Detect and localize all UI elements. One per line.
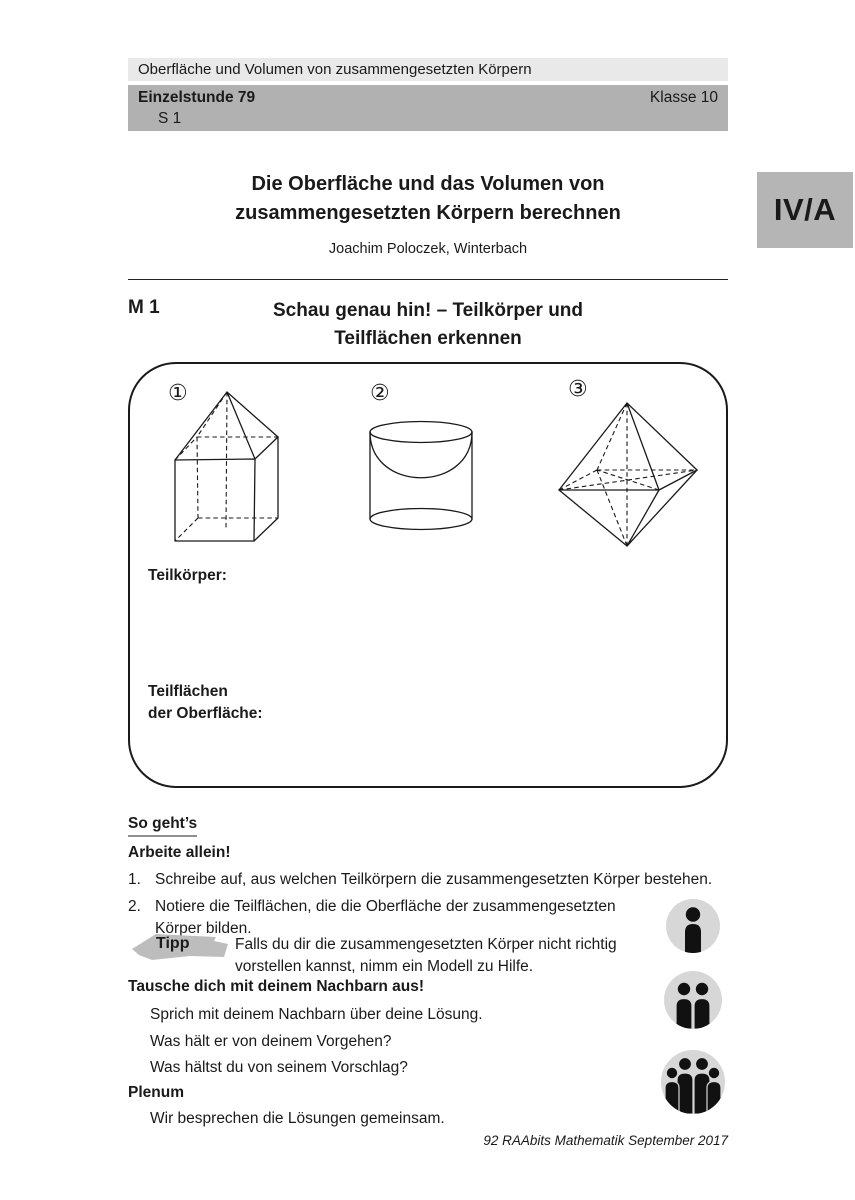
figure-cylinder-with-hollow: [368, 419, 476, 532]
pair-line-1: Sprich mit deinem Nachbarn über deine Lösung.: [150, 1006, 483, 1023]
pair-heading: Tausche dich mit deinem Nachbarn aus!: [128, 978, 425, 995]
cylinder-drawing: [368, 419, 476, 532]
pair-line-3: Was hältst du von seinem Vorschlag?: [150, 1059, 408, 1076]
tip-text-line2: vorstellen kannst, nimm ein Modell zu Hilfe.: [235, 958, 534, 975]
teilflaechen-label-line1: Teilflächen: [148, 683, 228, 700]
figure-prism-with-pyramid: [170, 387, 285, 547]
step-2-line1: Notiere die Teilflächen, die die Oberfläche der zusammengesetzten: [155, 898, 616, 915]
footer-credit: 92 RAAbits Mathematik September 2017: [483, 1133, 728, 1148]
page-title: [128, 170, 728, 228]
two-people-icon: [664, 971, 722, 1029]
page-title-line2: zusammengesetzten Körpern berechnen: [235, 202, 621, 224]
material-heading-line2: Teilflächen erkennen: [334, 328, 522, 349]
figure-2-number: ②: [370, 380, 390, 405]
lesson-label: Einzelstunde 79: [138, 89, 256, 106]
lesson-band: [128, 85, 728, 131]
section-tag: IV/A: [757, 172, 853, 248]
figure-3-number: ③: [568, 376, 588, 401]
bipyramid-drawing: [547, 400, 712, 550]
figure-1-number: ①: [168, 380, 188, 405]
teilkoerper-label: Teilkörper:: [148, 567, 227, 584]
prism-pyramid-drawing: [170, 387, 285, 547]
page-title-line1: Die Oberfläche und das Volumen von: [251, 173, 605, 195]
tip-label: Tipp: [156, 935, 190, 952]
group-icon: [661, 1050, 725, 1114]
class-label: Klasse 10: [649, 89, 718, 106]
single-person-icon: [666, 899, 720, 953]
author-line: Joachim Poloczek, Winterbach: [328, 241, 528, 257]
worksheet-figure-box: [128, 362, 728, 788]
plenum-heading: Plenum: [128, 1084, 184, 1101]
teilflaechen-label-line2: der Oberfläche:: [148, 705, 263, 722]
step-1-text: Schreibe auf, aus welchen Teilkörpern die zusammengesetzten Körper bestehen.: [155, 871, 713, 888]
teilflaechen-label: [148, 681, 263, 725]
step-1: [128, 869, 728, 891]
pair-line-2: Was hält er von deinem Vorgehen?: [150, 1033, 392, 1050]
plenum-line: Wir besprechen die Lösungen gemeinsam.: [150, 1110, 445, 1127]
tip-text: [235, 934, 617, 978]
step-2-line2: Körper bilden.: [155, 920, 252, 937]
method-heading-text: So geht’s: [128, 815, 197, 837]
figure-bipyramid: [547, 400, 712, 550]
work-alone-heading: Arbeite allein!: [128, 844, 231, 861]
material-heading-line1: Schau genau hin! – Teilkörper und: [272, 300, 584, 321]
step-2-number: 2.: [128, 898, 141, 915]
page-code: S 1: [158, 110, 182, 127]
series-kicker-bar: Oberfläche und Volumen von zusammengesetzten Körpern: [128, 58, 728, 81]
material-code: M 1: [128, 297, 160, 318]
step-1-number: 1.: [128, 871, 141, 888]
material-heading: [128, 297, 728, 353]
tip-text-line1: Falls du dir die zusammengesetzten Körper nicht richtig: [235, 936, 617, 953]
method-heading: [128, 813, 197, 835]
horizontal-rule: [128, 279, 728, 280]
